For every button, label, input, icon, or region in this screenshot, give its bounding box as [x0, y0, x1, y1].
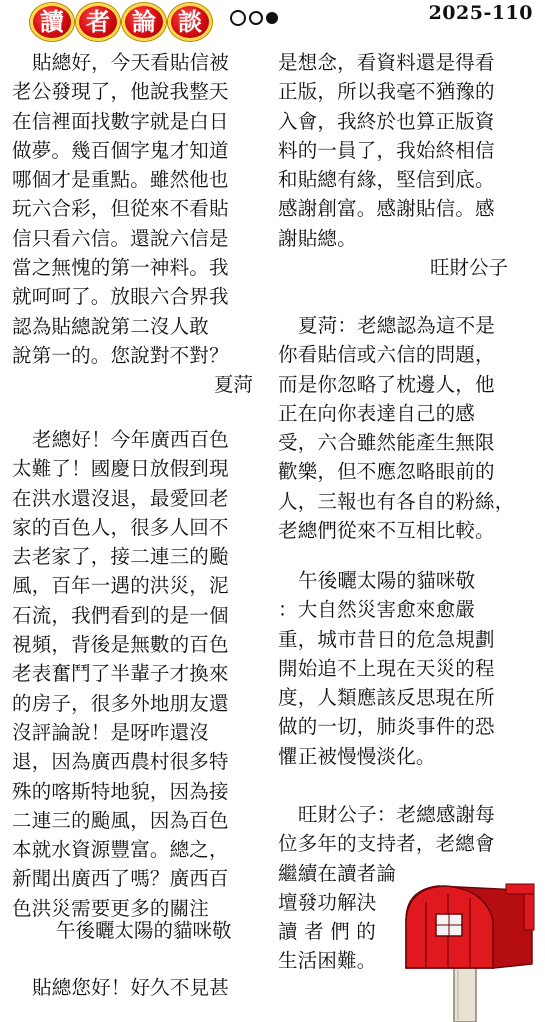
signature-wangcai: 旺財公子	[430, 256, 509, 279]
text-line: 貼總好，今天看貼信被	[32, 51, 230, 74]
text-line: 的房子，很多外地朋友還	[12, 691, 229, 715]
text-line: 視頻，背後是無數的百色	[12, 633, 229, 657]
text-line: 人，三報也有各自的粉絲，	[278, 489, 515, 513]
text-line: 壇發功解決	[278, 890, 377, 914]
signature-cat: 午後曬太陽的貓咪敬	[56, 919, 232, 942]
decorative-dots	[230, 10, 278, 26]
text-line: 是想念，看資料還是得看	[278, 51, 495, 74]
text-line: 老總們從來不互相比較。	[278, 519, 495, 543]
text-line: 繼續在讀者論	[278, 861, 397, 885]
text-line: 做的一切，肺炎事件的恐	[278, 715, 495, 739]
text-line: 色洪災需要更多的關注	[12, 896, 210, 920]
text-line: 而是你忽略了枕邊人，他	[278, 372, 495, 396]
text-line: 老表奮鬥了半輩子才換來	[12, 662, 229, 686]
letter-xiahe	[12, 48, 229, 370]
text-line: 位多年的支持者，老總會	[278, 832, 495, 856]
text-line: 重，城市昔日的危急規劃	[278, 627, 495, 651]
text-line: 退，因為廣西農村很多特	[12, 750, 229, 774]
title-badge-1: 讀	[30, 3, 74, 41]
text-line: 謝貼總。	[278, 226, 357, 250]
text-line: 歡樂，但不應忽略眼前的	[278, 460, 495, 484]
text-line: 信只看六信。還說六信是	[12, 226, 229, 250]
text-line: 在信裡面找數字就是白日	[12, 109, 229, 133]
text-line: 你看貼信或六信的問題，	[278, 343, 495, 367]
text-line: 開始追不上現在天災的程	[278, 656, 495, 680]
text-line: 午後曬太陽的貓咪敬	[298, 569, 476, 592]
header	[0, 0, 545, 42]
text-line: 懼正被慢慢淡化。	[278, 744, 436, 768]
text-line: 沒評論說！是呀咋還沒	[12, 720, 210, 744]
title-badge-4: 談	[168, 3, 212, 41]
text-line: 老公發現了，他說我整天	[12, 80, 229, 104]
text-line: 說第一的。您說對不對？	[12, 343, 229, 367]
title-badge-2: 者	[76, 3, 120, 41]
text-line: 受，六合雖然能產生無限	[278, 431, 495, 455]
text-line: 正在向你表達自己的感	[278, 401, 476, 425]
text-line: 讀 者 們 的	[278, 920, 376, 944]
text-line: 二連三的颱風，因為百色	[12, 808, 229, 832]
text-line: 做夢。幾百個字鬼才知道	[12, 138, 229, 162]
text-line: 太難了！國慶日放假到現	[12, 457, 229, 481]
circle-icon	[230, 10, 246, 26]
filled-circle-icon	[266, 12, 278, 24]
reply-cat	[278, 566, 495, 771]
text-line: 本就水資源豐富。總之，	[12, 838, 229, 862]
text-line: 殊的喀斯特地貌，因為接	[12, 779, 229, 803]
text-line: 認為貼總說第二沒人敢	[12, 314, 210, 338]
text-line: 貼總您好！好久不見甚	[32, 976, 230, 999]
text-line: 玩六合彩，但從來不看貼	[12, 197, 229, 221]
text-line: ：大自然災害愈來愈嚴	[278, 598, 476, 622]
text-line: 度，人類應該反思現在所	[278, 686, 495, 710]
circle-icon	[249, 11, 263, 25]
letter-wangcai-start	[32, 973, 229, 1002]
column-title-badges	[30, 3, 212, 41]
text-line: 去老家了，接二連三的颱	[12, 545, 229, 569]
text-line: 正版，所以我毫不猶豫的	[278, 80, 495, 104]
text-line: 當之無愧的第一神料。我	[12, 256, 229, 280]
text-line: 感謝創富。感謝貼信。感	[278, 197, 495, 221]
text-line: 哪個才是重點。雖然他也	[12, 168, 229, 192]
text-line: 就呵呵了。放眼六合界我	[12, 285, 229, 309]
text-line: 家的百色人，很多人回不	[12, 515, 229, 539]
signature-xiahe: 夏菏	[214, 373, 254, 396]
mailbox-icon	[398, 880, 538, 1022]
text-line: 生活困難。	[278, 949, 377, 973]
text-line: 和貼總有緣，堅信到底。	[278, 168, 495, 192]
letter-cat	[12, 425, 229, 923]
text-line: 夏菏：老總認為這不是	[298, 314, 496, 337]
text-line: 料的一員了，我始終相信	[278, 138, 495, 162]
reply-xiahe	[278, 311, 514, 545]
title-badge-3: 論	[122, 3, 166, 41]
text-line: 老總好！今年廣西百色	[32, 428, 230, 451]
text-line: 入會，我終於也算正版資	[278, 109, 495, 133]
text-line: 石流，我們看到的是一個	[12, 603, 229, 627]
text-line: 新聞出廣西了嗎？廣西百	[12, 867, 229, 891]
letter-wangcai-cont	[278, 48, 495, 253]
text-line: 風，百年一遇的洪災，泥	[12, 574, 229, 598]
text-line: 在洪水還沒退，最愛回老	[12, 486, 229, 510]
issue-number: 2025-110	[428, 2, 533, 24]
text-line: 旺財公子：老總感謝每	[298, 803, 496, 826]
